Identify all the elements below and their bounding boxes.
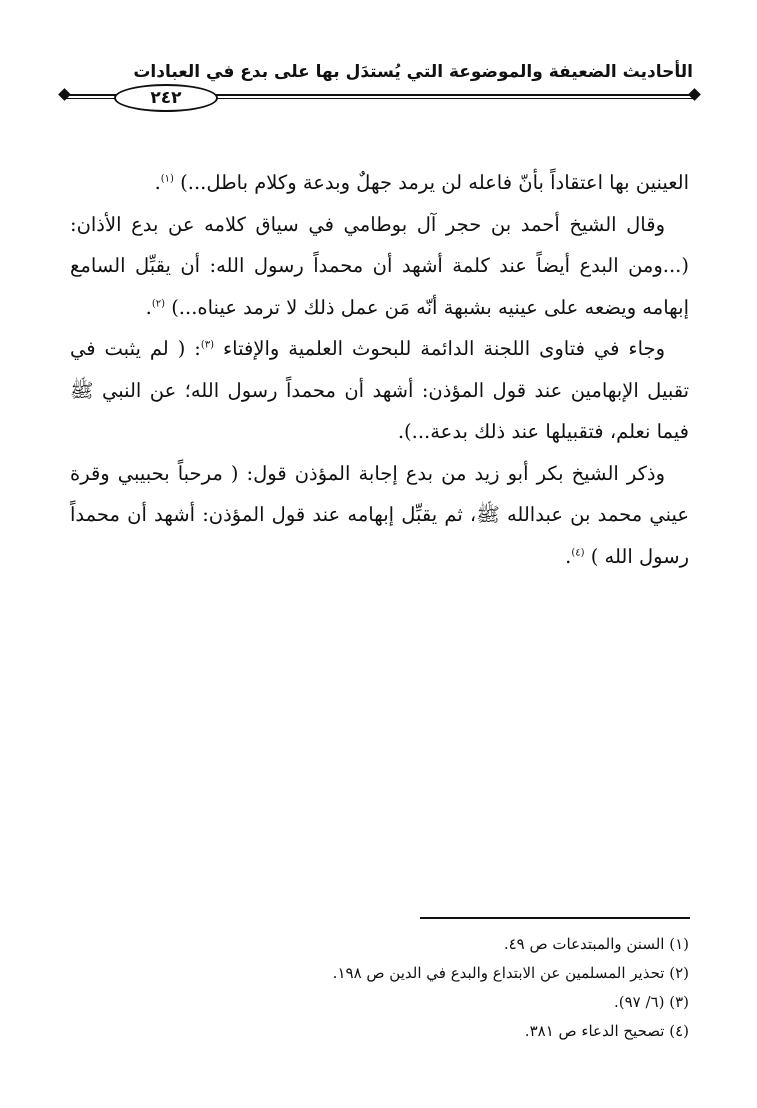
footnote-ref: (٣) — [200, 339, 215, 351]
paragraph — [70, 162, 689, 204]
paragraph — [70, 453, 689, 578]
footnote-ref: (٤) — [571, 547, 585, 558]
running-header-title: الأحاديث الضعيفة والموضوعة التي يُستدَل بها على بدع في العبادات — [133, 62, 693, 82]
paragraph — [70, 204, 689, 329]
paragraph — [70, 328, 689, 453]
footnote-item: (٣) (٦/ ٩٧). — [613, 993, 689, 1011]
paragraph-end: . — [565, 544, 572, 568]
paragraph-text: وقال الشيخ أحمد بن حجر آل بوطامي في سياق كلامه عن بدع الأذان: (...ومن البدع أيضاً عند كلمة أشهد أن محمداً رسول الله: أن يقبِّل السامع إبهامه ويضعه على عينيه بشبهة أنّه مَن عمل ذلك لا ترمد عيناه...) — [70, 212, 689, 319]
footnote-item: (٤) تصحيح الدعاء ص ٣٨١. — [524, 1022, 689, 1040]
paragraph-end: . — [145, 295, 152, 319]
paragraph-end: . — [154, 171, 161, 194]
footnote-ref: (٢) — [151, 298, 165, 309]
paragraph-text: وجاء في فتاوى اللجنة الدائمة للبحوث العلمية والإفتاء — [214, 337, 666, 360]
footnote-item: (١) السنن والمبتدعات ص ٤٩. — [503, 935, 689, 953]
paragraph-text: : ( لم يثبت في تقبيل الإبهامين عند قول المؤذن: أشهد أن محمداً رسول الله؛ عن النبي ﷺ فيما نعلم، فتقبيلها عند ذلك بدعة...). — [70, 337, 689, 443]
paragraph-text: العينين بها اعتقاداً بأنّ فاعله لن يرمد جهلٌ وبدعة وكلام باطل...) — [173, 171, 689, 194]
paragraph-text: وذكر الشيخ بكر أبو زيد من بدع إجابة المؤذن قول: ( مرحباً بحبيبي وقرة عيني محمد بن عبدالله ﷺ، ثم يقبِّل إبهامه عند قول المؤذن: أشهد أن محمداً رسول الله ) — [70, 461, 689, 568]
footnote-item: (٢) تحذير المسلمين عن الابتداع والبدع في الدين ص ١٩٨. — [332, 964, 689, 982]
footnote-ref: (١) — [160, 173, 174, 185]
footnotes — [189, 930, 689, 1046]
body-text — [70, 162, 689, 577]
footnote-separator — [420, 917, 690, 919]
page-number: ٢٤٢ — [114, 84, 218, 112]
